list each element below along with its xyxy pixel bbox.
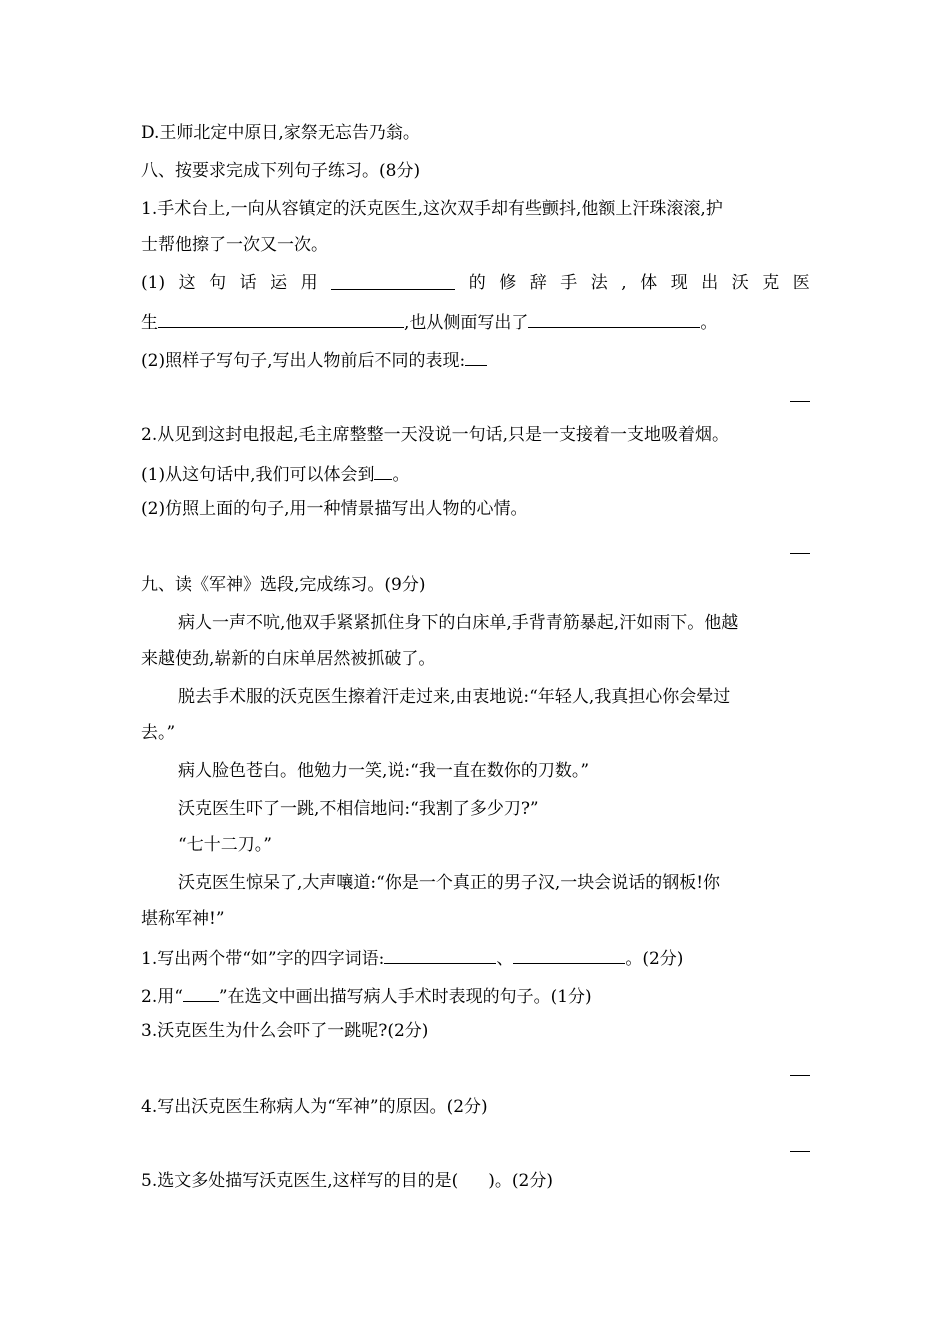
answer-blank[interactable]	[465, 348, 487, 366]
q9-4: 4.写出沃克医生称病人为“军神”的原因。(2分)	[141, 1097, 488, 1117]
answer-blank[interactable]	[513, 946, 625, 964]
passage-line: 堪称军神!”	[141, 909, 225, 929]
section-9-title: 九、读《军神》选段,完成练习。(9分)	[141, 575, 426, 595]
passage-line: “七十二刀。”	[178, 835, 272, 855]
passage-line: 去。”	[141, 723, 176, 743]
option-d: D.王师北定中原日,家祭无忘告乃翁。	[141, 123, 420, 143]
q8-1-2: (2)照样子写句子,写出人物前后不同的表现:	[141, 348, 487, 372]
answer-blank[interactable]	[158, 310, 404, 328]
q8-2-1: (1)从这句话中,我们可以体会到 。	[141, 462, 409, 486]
answer-blank[interactable]	[528, 310, 700, 328]
passage-line: 沃克医生吓了一跳,不相信地问:“我割了多少刀?”	[178, 799, 539, 819]
passage-line: 脱去手术服的沃克医生擦着汗走过来,由衷地说:“年轻人,我真担心你会晕过	[178, 687, 731, 707]
q9-2: 2.用“ ”在选文中画出描写病人手术时表现的句子。(1分)	[141, 984, 592, 1008]
passage-line: 沃克医生惊呆了,大声嚷道:“你是一个真正的男子汉,一块会说话的钢板!你	[178, 873, 721, 893]
q8-1-text-cont: 士帮他擦了一次又一次。	[141, 235, 328, 255]
q9-3: 3.沃克医生为什么会吓了一跳呢?(2分)	[141, 1021, 429, 1041]
answer-line[interactable]	[790, 1151, 810, 1152]
answer-line[interactable]	[790, 401, 810, 402]
answer-blank[interactable]	[374, 462, 392, 480]
underline-sample	[183, 984, 219, 1002]
q8-1-1-line-2: 生 ,也从侧面写出了 。	[141, 310, 717, 334]
q9-5: 5.选文多处描写沃克医生,这样写的目的是( )。(2分)	[141, 1171, 553, 1191]
answer-blank[interactable]	[331, 272, 455, 290]
q8-2-2: (2)仿照上面的句子,用一种情景描写出人物的心情。	[141, 499, 528, 519]
answer-line[interactable]	[790, 553, 810, 554]
q8-2-text: 2.从见到这封电报起,毛主席整整一天没说一句话,只是一支接着一支地吸着烟。	[141, 425, 730, 445]
q8-1-1-line: (1) 这 句 话 运 用 的 修 辞 手 法 , 体 现 出 沃 克 医	[141, 273, 810, 293]
section-8-title: 八、按要求完成下列句子练习。(8分)	[141, 161, 421, 181]
q8-1-text: 1.手术台上,一向从容镇定的沃克医生,这次双手却有些颤抖,他额上汗珠滚滚,护	[141, 199, 723, 219]
passage-line: 病人一声不吭,他双手紧紧抓住身下的白床单,手背青筋暴起,汗如雨下。他越	[178, 613, 739, 633]
q9-1: 1.写出两个带“如”字的四字词语: 、 。(2分)	[141, 946, 683, 970]
passage-line: 来越使劲,崭新的白床单居然被抓破了。	[141, 649, 436, 669]
answer-blank[interactable]	[384, 946, 496, 964]
passage-line: 病人脸色苍白。他勉力一笑,说:“我一直在数你的刀数。”	[178, 761, 590, 781]
answer-line[interactable]	[790, 1075, 810, 1076]
